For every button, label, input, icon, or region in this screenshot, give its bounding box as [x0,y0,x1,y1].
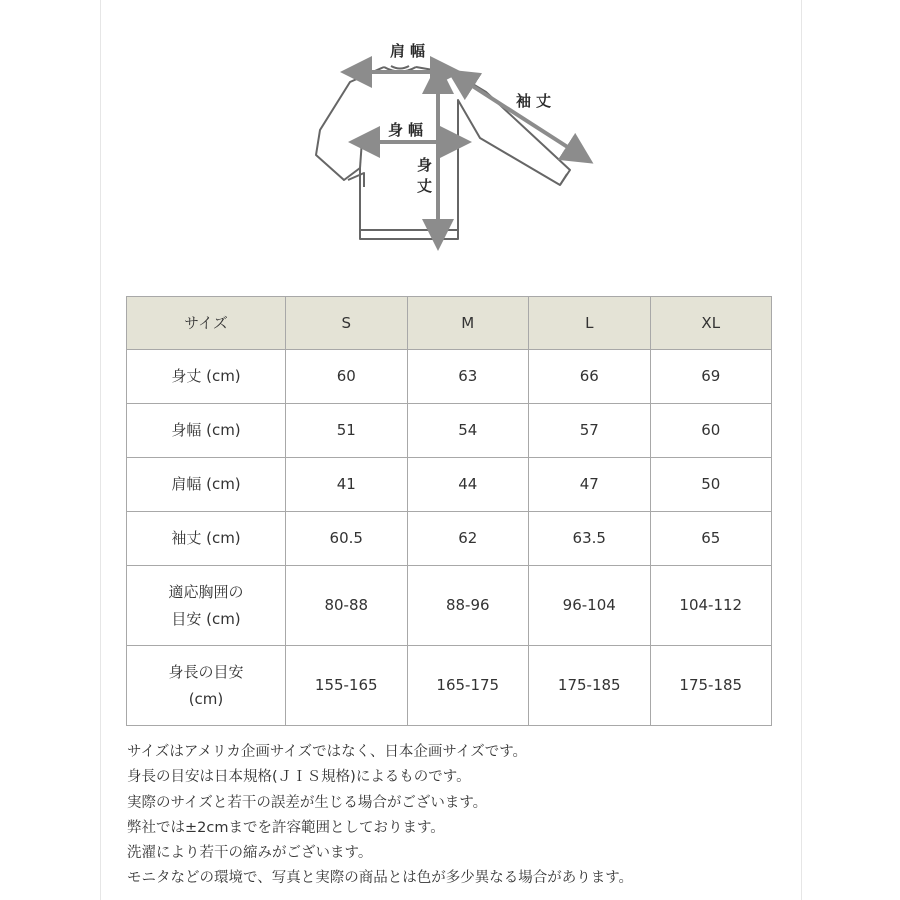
header-cell-size: サイズ [127,297,286,350]
table-cell: 47 [529,458,651,512]
table-cell: 44 [407,458,529,512]
note-line: サイズはアメリカ企画サイズではなく、日本企画サイズです。 [127,744,528,760]
table-cell: 60 [286,350,408,404]
table-cell: 96-104 [529,566,651,646]
note-line: 身長の目安は日本規格(ＪＩＳ規格)によるものです。 [127,769,471,786]
note-line: 実際のサイズと若干の誤差が生じる場合がございます。 [127,794,488,811]
table-cell: 62 [407,512,529,566]
size-chart-table [126,296,772,726]
row-label: 肩幅 (cm) [127,458,286,512]
table-cell: 69 [650,350,772,404]
table-cell: 60.5 [286,512,408,566]
row-label: 袖丈 (cm) [127,512,286,566]
note-line: 弊社では±2cmまでを許容範囲としております。 [127,819,445,836]
note-line: モニタなどの環境で、写真と実際の商品とは色が多少異なる場合があります。 [127,870,634,887]
row-label-line: 身長の目安 [168,662,244,681]
note-line: 洗濯により若干の縮みがございます。 [127,845,373,862]
row-label-line: (cm) [188,689,224,708]
table-header-row [127,297,772,350]
table-cell: 50 [650,458,772,512]
row-label [127,646,286,726]
table-cell: 155-165 [286,646,408,726]
table-cell: 165-175 [407,646,529,726]
table-cell: 63.5 [529,512,651,566]
header-cell-m: M [407,297,529,350]
header-cell-s: S [286,297,408,350]
body-width-label: 身幅 [388,121,429,139]
measurement-diagram [308,30,608,252]
table-cell: 51 [286,404,408,458]
table-row [127,566,772,646]
table-cell: 88-96 [407,566,529,646]
header-cell-xl: XL [650,297,772,350]
size-notes [127,740,787,892]
row-label [127,566,286,646]
table-row [127,512,772,566]
table-cell: 175-185 [650,646,772,726]
table-cell: 60 [650,404,772,458]
table-cell: 104-112 [650,566,772,646]
row-label: 身幅 (cm) [127,404,286,458]
header-cell-l: L [529,297,651,350]
table-row [127,350,772,404]
table-cell: 54 [407,404,529,458]
table-cell: 175-185 [529,646,651,726]
table-cell: 63 [407,350,529,404]
shoulder-width-label: 肩幅 [390,42,431,60]
table-row [127,404,772,458]
row-label-line: 目安 (cm) [171,609,241,628]
table-cell: 57 [529,404,651,458]
sleeve-length-label: 袖丈 [516,92,557,110]
row-label: 身丈 (cm) [127,350,286,404]
body-length-label: 身丈 [415,157,433,199]
table-cell: 66 [529,350,651,404]
table-cell: 80-88 [286,566,408,646]
table-row [127,646,772,726]
table-row [127,458,772,512]
table-cell: 65 [650,512,772,566]
table-cell: 41 [286,458,408,512]
long-sleeve-shirt-icon [308,30,608,252]
row-label-line: 適応胸囲の [168,582,244,601]
